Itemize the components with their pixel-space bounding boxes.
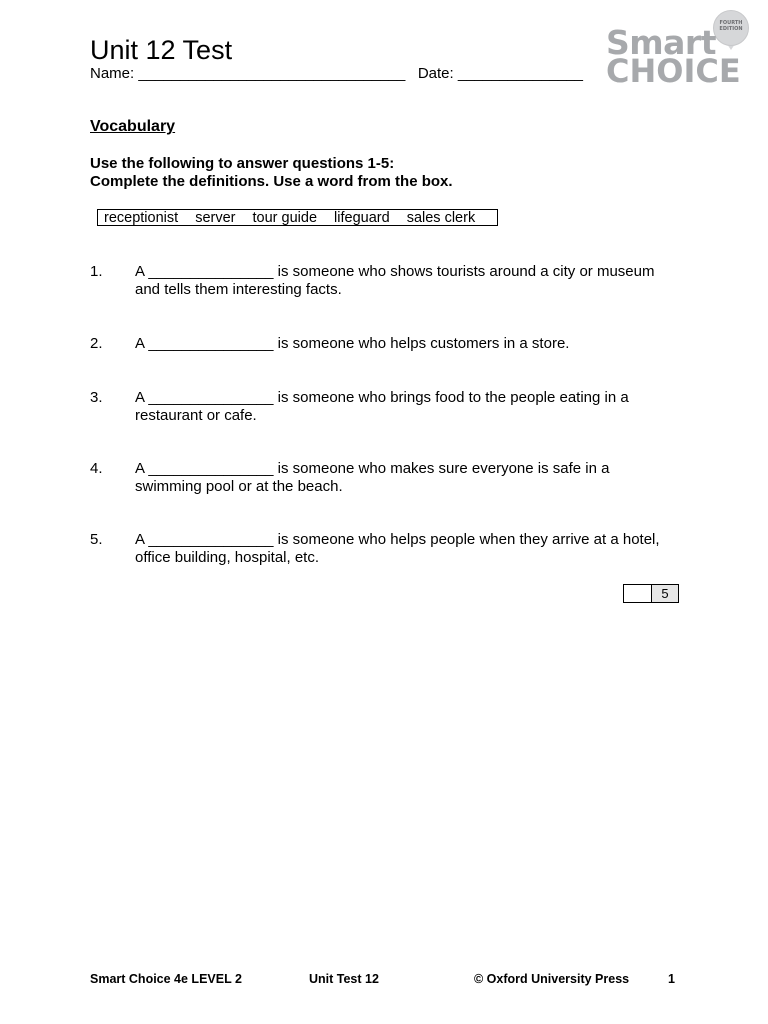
- question-number: 3.: [90, 389, 103, 406]
- footer-unit: Unit Test 12: [309, 972, 379, 986]
- question-text[interactable]: A _______________ is someone who helps customers in a store.: [135, 335, 570, 352]
- score-box: [623, 584, 679, 603]
- instruction-line-1: Use the following to answer questions 1-5:: [90, 155, 395, 172]
- word-box-item: server: [195, 210, 236, 226]
- footer-copyright: © Oxford University Press: [474, 972, 630, 986]
- instruction-line-2: Complete the definitions. Use a word from the box.: [90, 173, 453, 190]
- page-title: Unit 12 Test: [90, 35, 233, 65]
- word-box-item: receptionist: [104, 210, 179, 226]
- logo-word-choice: CHOICE: [606, 52, 741, 90]
- date-field[interactable]: Date: _______________: [417, 65, 583, 82]
- score-total: 5: [652, 585, 678, 602]
- question-text[interactable]: A _______________ is someone who helps people when they arrive at a hotel, office building, hospital, etc.: [135, 531, 660, 566]
- score-input[interactable]: [624, 585, 652, 602]
- section-heading: Vocabulary: [90, 118, 176, 135]
- name-date-line: [90, 65, 583, 83]
- smart-choice-logo: [603, 10, 753, 90]
- name-field[interactable]: Name: ________________________________: [90, 65, 406, 82]
- word-box-item: tour guide: [252, 210, 318, 226]
- word-box-item: sales clerk: [406, 210, 476, 226]
- question-number: 1.: [90, 263, 103, 280]
- badge-text: FOURTH EDITION: [719, 20, 743, 32]
- question-number: 5.: [90, 531, 103, 548]
- footer-page-number: 1: [668, 972, 675, 986]
- fourth-edition-badge: [713, 10, 749, 46]
- question-text[interactable]: A _______________ is someone who makes sure everyone is safe in a swimming pool or at the beach.: [135, 460, 610, 495]
- question-number: 4.: [90, 460, 103, 477]
- word-box-item: lifeguard: [334, 210, 390, 226]
- footer-book: Smart Choice 4e LEVEL 2: [90, 972, 242, 986]
- logo-word-smart: Smart: [606, 23, 716, 62]
- word-box: [97, 209, 498, 226]
- question-text[interactable]: A _______________ is someone who shows tourists around a city or museum and tells them interesting facts.: [135, 263, 655, 298]
- question-number: 2.: [90, 335, 103, 352]
- question-text[interactable]: A _______________ is someone who brings food to the people eating in a restaurant or cafe.: [135, 389, 629, 424]
